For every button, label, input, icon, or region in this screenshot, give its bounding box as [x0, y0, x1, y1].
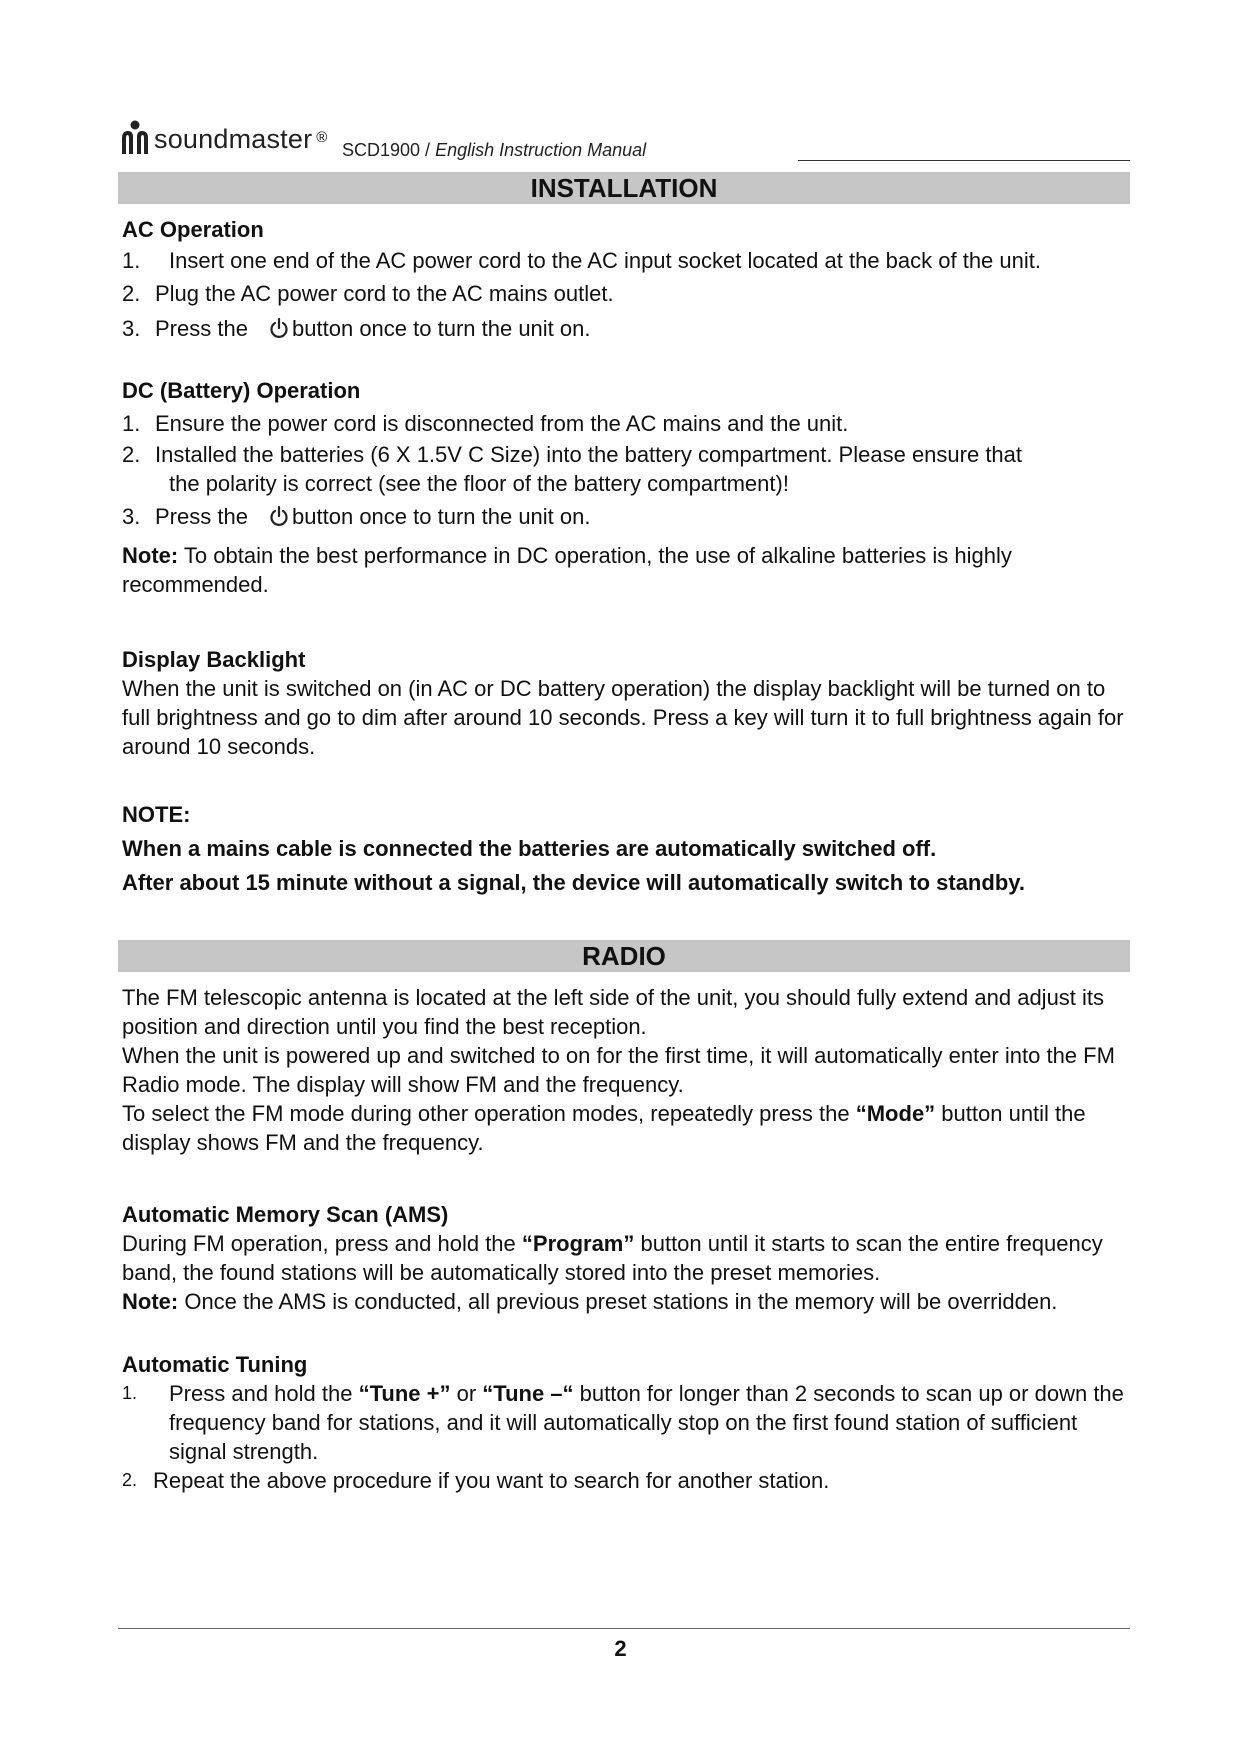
list-item: 1. Press and hold the “Tune +” or “Tune –“ button for longer than 2 seconds to scan up or down the frequency band for stations, and it will automatically stop on the first found station of sufficient signal strength. — [122, 1381, 1124, 1464]
page-number: 2 — [614, 1636, 627, 1661]
important-note-section — [122, 800, 1132, 897]
model-title: SCD1900 / English Instruction Manual — [342, 140, 647, 160]
list-item: 2. Repeat the above procedure if you want to search for another station. — [122, 1468, 830, 1493]
power-icon — [268, 505, 290, 527]
radio-section-header: RADIO — [118, 940, 1130, 972]
radio-intro-paragraph-1: The FM telescopic antenna is located at the left side of the unit, you should fully extend and adjust its position and direction until you find the best reception. — [122, 985, 1105, 1039]
list-item: 3. Press the button once to turn the unit on. — [122, 504, 591, 529]
ac-operation-heading: AC Operation — [122, 217, 264, 242]
list-item: 2. Plug the AC power cord to the AC mains outlet. — [122, 281, 614, 306]
note-label: Note: — [122, 543, 179, 568]
dc-operation-heading: DC (Battery) Operation — [122, 378, 361, 403]
list-item-continuation: the polarity is correct (see the floor of the battery compartment)! — [169, 471, 789, 496]
note-label: Note: — [122, 1289, 179, 1314]
dc-operation-section — [122, 376, 1132, 599]
brand-name: soundmaster — [154, 124, 313, 154]
note-text: To obtain the best performance in DC operation, the use of alkaline batteries is highly recommended. — [122, 543, 1012, 597]
ams-section — [122, 1200, 1132, 1316]
manual-title: English Instruction Manual — [435, 140, 647, 160]
power-icon — [268, 317, 290, 339]
automatic-tuning-section — [122, 1350, 1132, 1495]
ams-text: During FM operation, press and hold the “Program” button until it starts to scan the entire frequency band, the found stations will be automatically stored into the preset memories. — [122, 1231, 1103, 1285]
header-rule — [798, 160, 1130, 161]
display-backlight-text: When the unit is switched on (in AC or DC battery operation) the display backlight will be turned on to full brightness and go to dim after around 10 seconds. Press a key will turn it to full brightness again for around 10 seconds. — [122, 676, 1124, 759]
list-item: 2. Installed the batteries (6 X 1.5V C Size) into the battery compartment. Please ensure that — [122, 442, 1023, 467]
dc-note — [122, 541, 1132, 599]
note-text: Once the AMS is conducted, all previous preset stations in the memory will be overridden. — [178, 1289, 1058, 1314]
display-backlight-section — [122, 645, 1132, 761]
radio-intro-paragraph-2: When the unit is powered up and switched to on for the first time, it will automatically enter into the FM Radio mode. The display will show FM and the frequency. — [122, 1043, 1115, 1097]
important-note-label: NOTE: — [122, 802, 191, 827]
ams-note — [122, 1287, 1132, 1316]
automatic-tuning-heading: Automatic Tuning — [122, 1352, 308, 1377]
page-header — [120, 118, 1130, 166]
registered-mark: ® — [316, 129, 328, 146]
ac-operation-section — [122, 215, 1132, 343]
model-number: SCD1900 — [342, 140, 421, 160]
brand-logo — [120, 120, 327, 154]
soundmaster-logo-icon — [120, 120, 150, 154]
list-item: 1. Insert one end of the AC power cord to the AC input socket located at the back of the unit. — [122, 248, 1041, 273]
display-backlight-heading: Display Backlight — [122, 647, 306, 672]
installation-section-header: INSTALLATION — [118, 172, 1130, 204]
radio-intro-paragraph-3: To select the FM mode during other operation modes, repeatedly press the “Mode” button until the display shows FM and the frequency. — [122, 1101, 1086, 1155]
important-note-line-2: After about 15 minute without a signal, the device will automatically switch to standby. — [122, 870, 1025, 895]
list-item: 1. Ensure the power cord is disconnected from the AC mains and the unit. — [122, 411, 849, 436]
ams-heading: Automatic Memory Scan (AMS) — [122, 1202, 449, 1227]
footer-rule — [118, 1628, 1130, 1629]
list-item: 3. Press the button once to turn the unit on. — [122, 316, 591, 341]
radio-intro — [122, 983, 1132, 1157]
important-note-line-1: When a mains cable is connected the batteries are automatically switched off. — [122, 836, 937, 861]
